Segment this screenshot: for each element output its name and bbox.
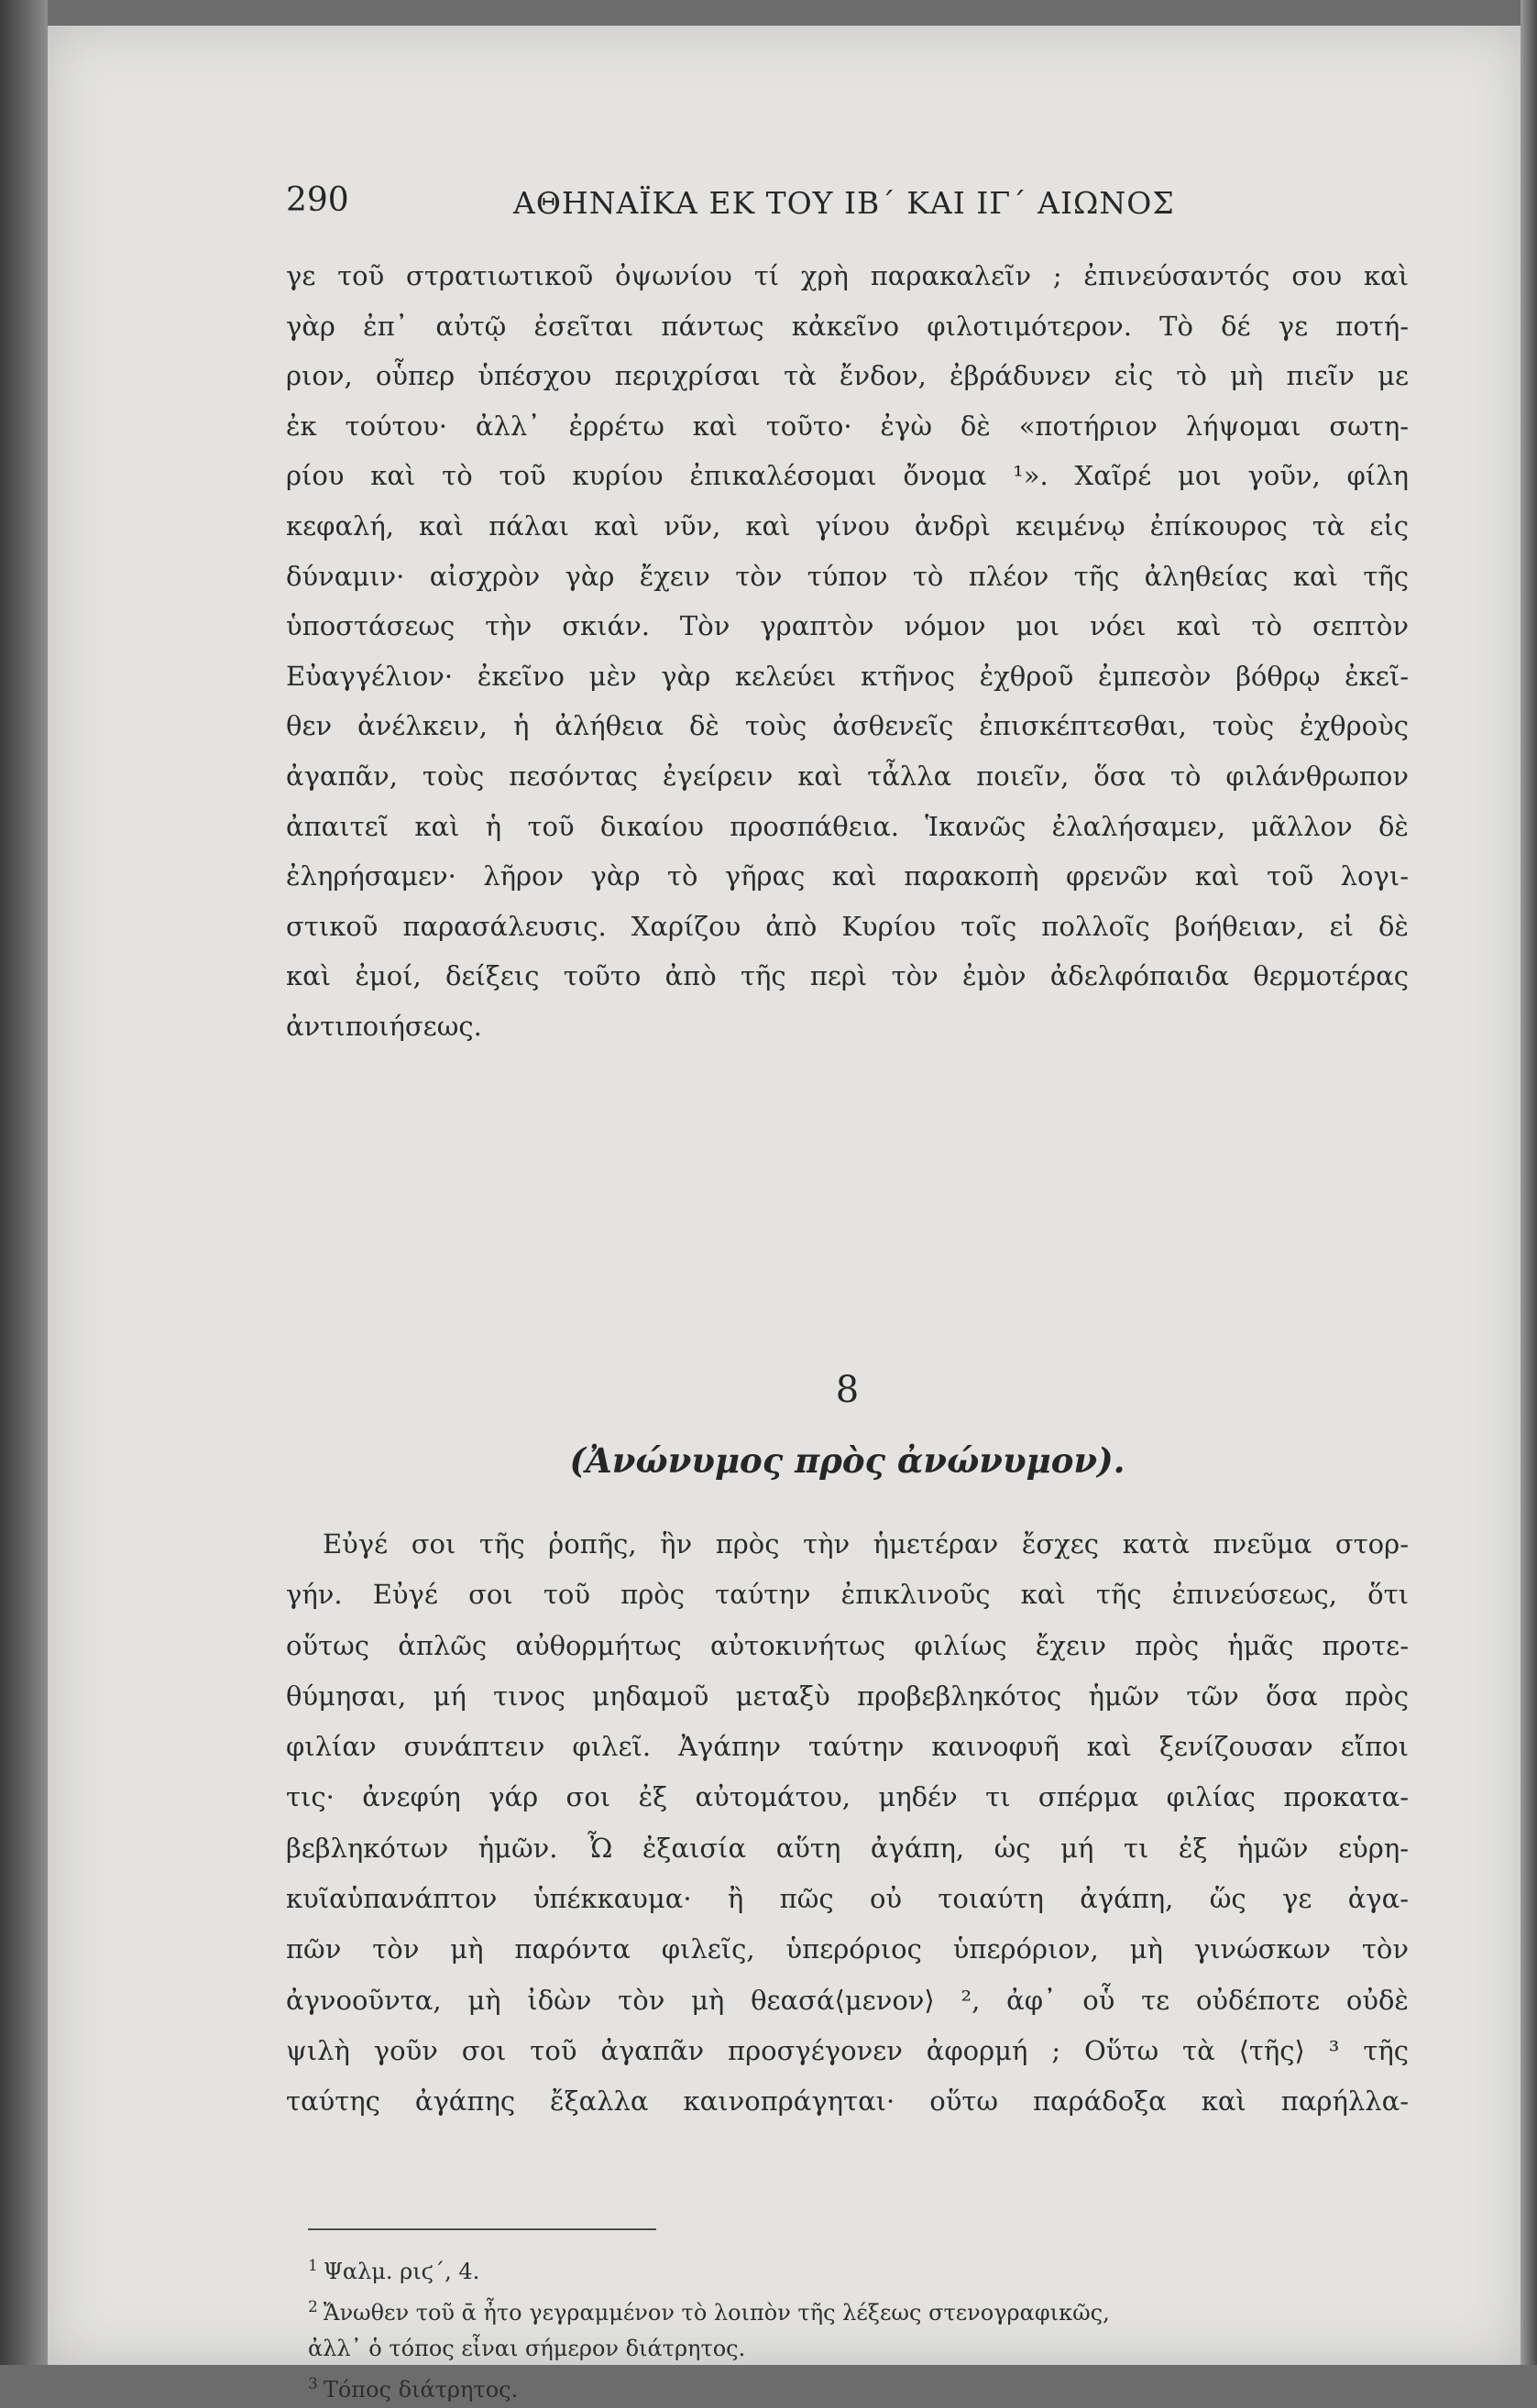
- text-line: δύναμιν· αἰσχρὸν γὰρ ἔχειν τὸν τύπον τὸ πλέον τῆς ἀληθείας καὶ τῆς: [286, 560, 1409, 592]
- text-line: πῶν τὸν μὴ παρόντα φιλεῖς, ὑπερόριος ὑπερόριον, μὴ γινώσκων τὸν: [286, 1933, 1409, 1965]
- text-line: ὑποστάσεως τὴν σκιάν. Τὸν γραπτὸν νόμον μοι νόει καὶ τὸ σεπτὸν: [286, 610, 1409, 642]
- text-line: στικοῦ παρασάλευσις. Χαρίζου ἀπὸ Κυρίου τοῖς πολλοῖς βοήθειαν, εἰ δὲ: [286, 910, 1409, 942]
- text-line: φιλίαν συνάπτειν φιλεῖ. Ἀγάπην ταύτην καινοφυῆ καὶ ξενίζουσαν εἴποι: [286, 1731, 1409, 1763]
- section-number: 8: [835, 1369, 860, 1411]
- footnote-text: Ἄνωθεν τοῦ ᾱ ἦτο γεγραμμένον τὸ λοιπὸν τῆς λέξεως στενογραφικῶς,: [323, 2300, 1110, 2326]
- footnote-2-continued: ἀλλ᾽ ὁ τόπος εἶναι σήμερον διάτρητος.: [308, 2336, 746, 2361]
- text-line: θεν ἀνέλκειν, ἡ ἀλήθεια δὲ τοὺς ἀσθενεῖς ἐπισκέπτεσθαι, τοὺς ἐχθροὺς: [286, 710, 1409, 742]
- text-line: κυῖαὑπανάπτον ὑπέκκαυμα· ἢ πῶς οὐ τοιαύτη ἀγάπη, ὥς γε ἀγα-: [286, 1883, 1409, 1915]
- text-line: τις· ἀνεφύη γάρ σοι ἐξ αὐτομάτου, μηδέν τι σπέρμα φιλίας προκατα-: [286, 1781, 1409, 1813]
- text-line: Εὐαγγέλιον· ἐκεῖνο μὲν γὰρ κελεύει κτῆνος ἐχθροῦ ἐμπεσὸν βόθρῳ ἐκεῖ-: [286, 660, 1409, 692]
- text-line: ρίου καὶ τὸ τοῦ κυρίου ἐπικαλέσομαι ὄνομα ¹». Χαῖρέ μοι γοῦν, φίλη: [286, 460, 1409, 492]
- text-line: Εὐγέ σοι τῆς ῥοπῆς, ἣν πρὸς τὴν ἡμετέραν ἔσχες κατὰ πνεῦμα στορ-: [323, 1528, 1409, 1560]
- page-edge-shadow: [1521, 0, 1537, 2365]
- footnote-2: [308, 2290, 1399, 2331]
- footnote-1: [308, 2249, 1399, 2290]
- footnote-divider: [308, 2228, 656, 2230]
- footnote-3: [308, 2367, 1399, 2408]
- main-text: [286, 251, 1409, 2403]
- running-title: ΑΘΗΝΑΪΚΑ ΕΚ ΤΟΥ ΙΒ΄ ΚΑΙ ΙΓ΄ ΑΙΩΝΟΣ: [513, 185, 1175, 221]
- footnote-marker: 1: [308, 2257, 318, 2275]
- text-line: γε τοῦ στρατιωτικοῦ ὀψωνίου τί χρὴ παρακαλεῖν ; ἐπινεύσαντός σου καὶ: [286, 260, 1409, 291]
- text-line: βεβληκότων ἡμῶν. Ὦ ἐξαισία αὕτη ἀγάπη, ὡς μή τι ἐξ ἡμῶν εὑρη-: [286, 1832, 1409, 1864]
- text-line: γὰρ ἐπ᾽ αὐτῷ ἐσεῖται πάντως κἀκεῖνο φιλοτιμότερον. Τὸ δέ γε ποτή-: [286, 310, 1409, 342]
- footnotes: [308, 2249, 1399, 2408]
- text-line: ψιλὴ γοῦν σοι τοῦ ἀγαπᾶν προσγέγονεν ἀφορμή ; Οὕτω τὰ ⟨τῆς⟩ ³ τῆς: [286, 2034, 1409, 2066]
- book-spine-shadow: [0, 0, 48, 2365]
- running-header: [286, 181, 1404, 227]
- footnote-text: Τόπος διάτρητος.: [323, 2377, 519, 2403]
- text-line: ἀγαπᾶν, τοὺς πεσόντας ἐγείρειν καὶ τἆλλα ποιεῖν, ὅσα τὸ φιλάνθρωπον: [286, 760, 1409, 792]
- footnote-text: Ψαλμ. ριϛ΄, 4.: [323, 2259, 480, 2284]
- footnote-marker: 3: [308, 2375, 318, 2393]
- footnote-marker: 2: [308, 2298, 318, 2316]
- text-line: ταύτης ἀγάπης ἔξαλλα καινοπράγηται· οὕτω παράδοξα καὶ παρήλλα-: [286, 2085, 1409, 2118]
- text-line: ἐληρήσαμεν· λῆρον γὰρ τὸ γῆρας καὶ παρακοπὴ φρενῶν καὶ τοῦ λογι-: [286, 860, 1409, 892]
- text-line: καὶ ἐμοί, δείξεις τοῦτο ἀπὸ τῆς περὶ τὸν ἐμὸν ἀδελφόπαιδα θερμοτέρας: [286, 960, 1409, 992]
- section-title: (Ἀνώνυμος πρὸς ἀνώνυμον).: [569, 1440, 1125, 1481]
- text-line: οὕτως ἁπλῶς αὐθορμήτως αὐτοκινήτως φιλίως ἔχειν πρὸς ἡμᾶς προτε-: [286, 1629, 1409, 1661]
- text-line: ἀπαιτεῖ καὶ ἡ τοῦ δικαίου προσπάθεια. Ἱκανῶς ἐλαλήσαμεν, μᾶλλον δὲ: [286, 810, 1409, 842]
- text-line: ριον, οὗπερ ὑπέσχου περιχρίσαι τὰ ἔνδον, ἐβράδυνεν εἰς τὸ μὴ πιεῖν με: [286, 360, 1409, 392]
- text-line: κεφαλή, καὶ πάλαι καὶ νῦν, καὶ γίνου ἀνδρὶ κειμένῳ ἐπίκουρος τὰ εἰς: [286, 509, 1409, 542]
- text-line: ἀντιποιήσεως.: [286, 1010, 482, 1042]
- letter-text: [286, 1519, 1409, 2128]
- previous-letter-ending: [286, 251, 1409, 1052]
- text-line: ἀγνοοῦντα, μὴ ἰδὼν τὸν μὴ θεασά⟨μενον⟩ ², ἀφ᾽ οὗ τε οὐδέποτε οὐδὲ: [286, 1984, 1409, 2016]
- text-line: ἐκ τούτου· ἀλλ᾽ ἐρρέτω καὶ τοῦτο· ἐγὼ δὲ «ποτήριον λήψομαι σωτη-: [286, 410, 1409, 442]
- text-line: γήν. Εὐγέ σοι τοῦ πρὸς ταύτην ἐπικλινοῦς καὶ τῆς ἐπινεύσεως, ὅτι: [286, 1579, 1409, 1611]
- text-line: θύμησαι, μή τινος μηδαμοῦ μεταξὺ προβεβληκότος ἡμῶν τῶν ὅσα πρὸς: [286, 1680, 1409, 1712]
- page-number: 290: [286, 181, 349, 219]
